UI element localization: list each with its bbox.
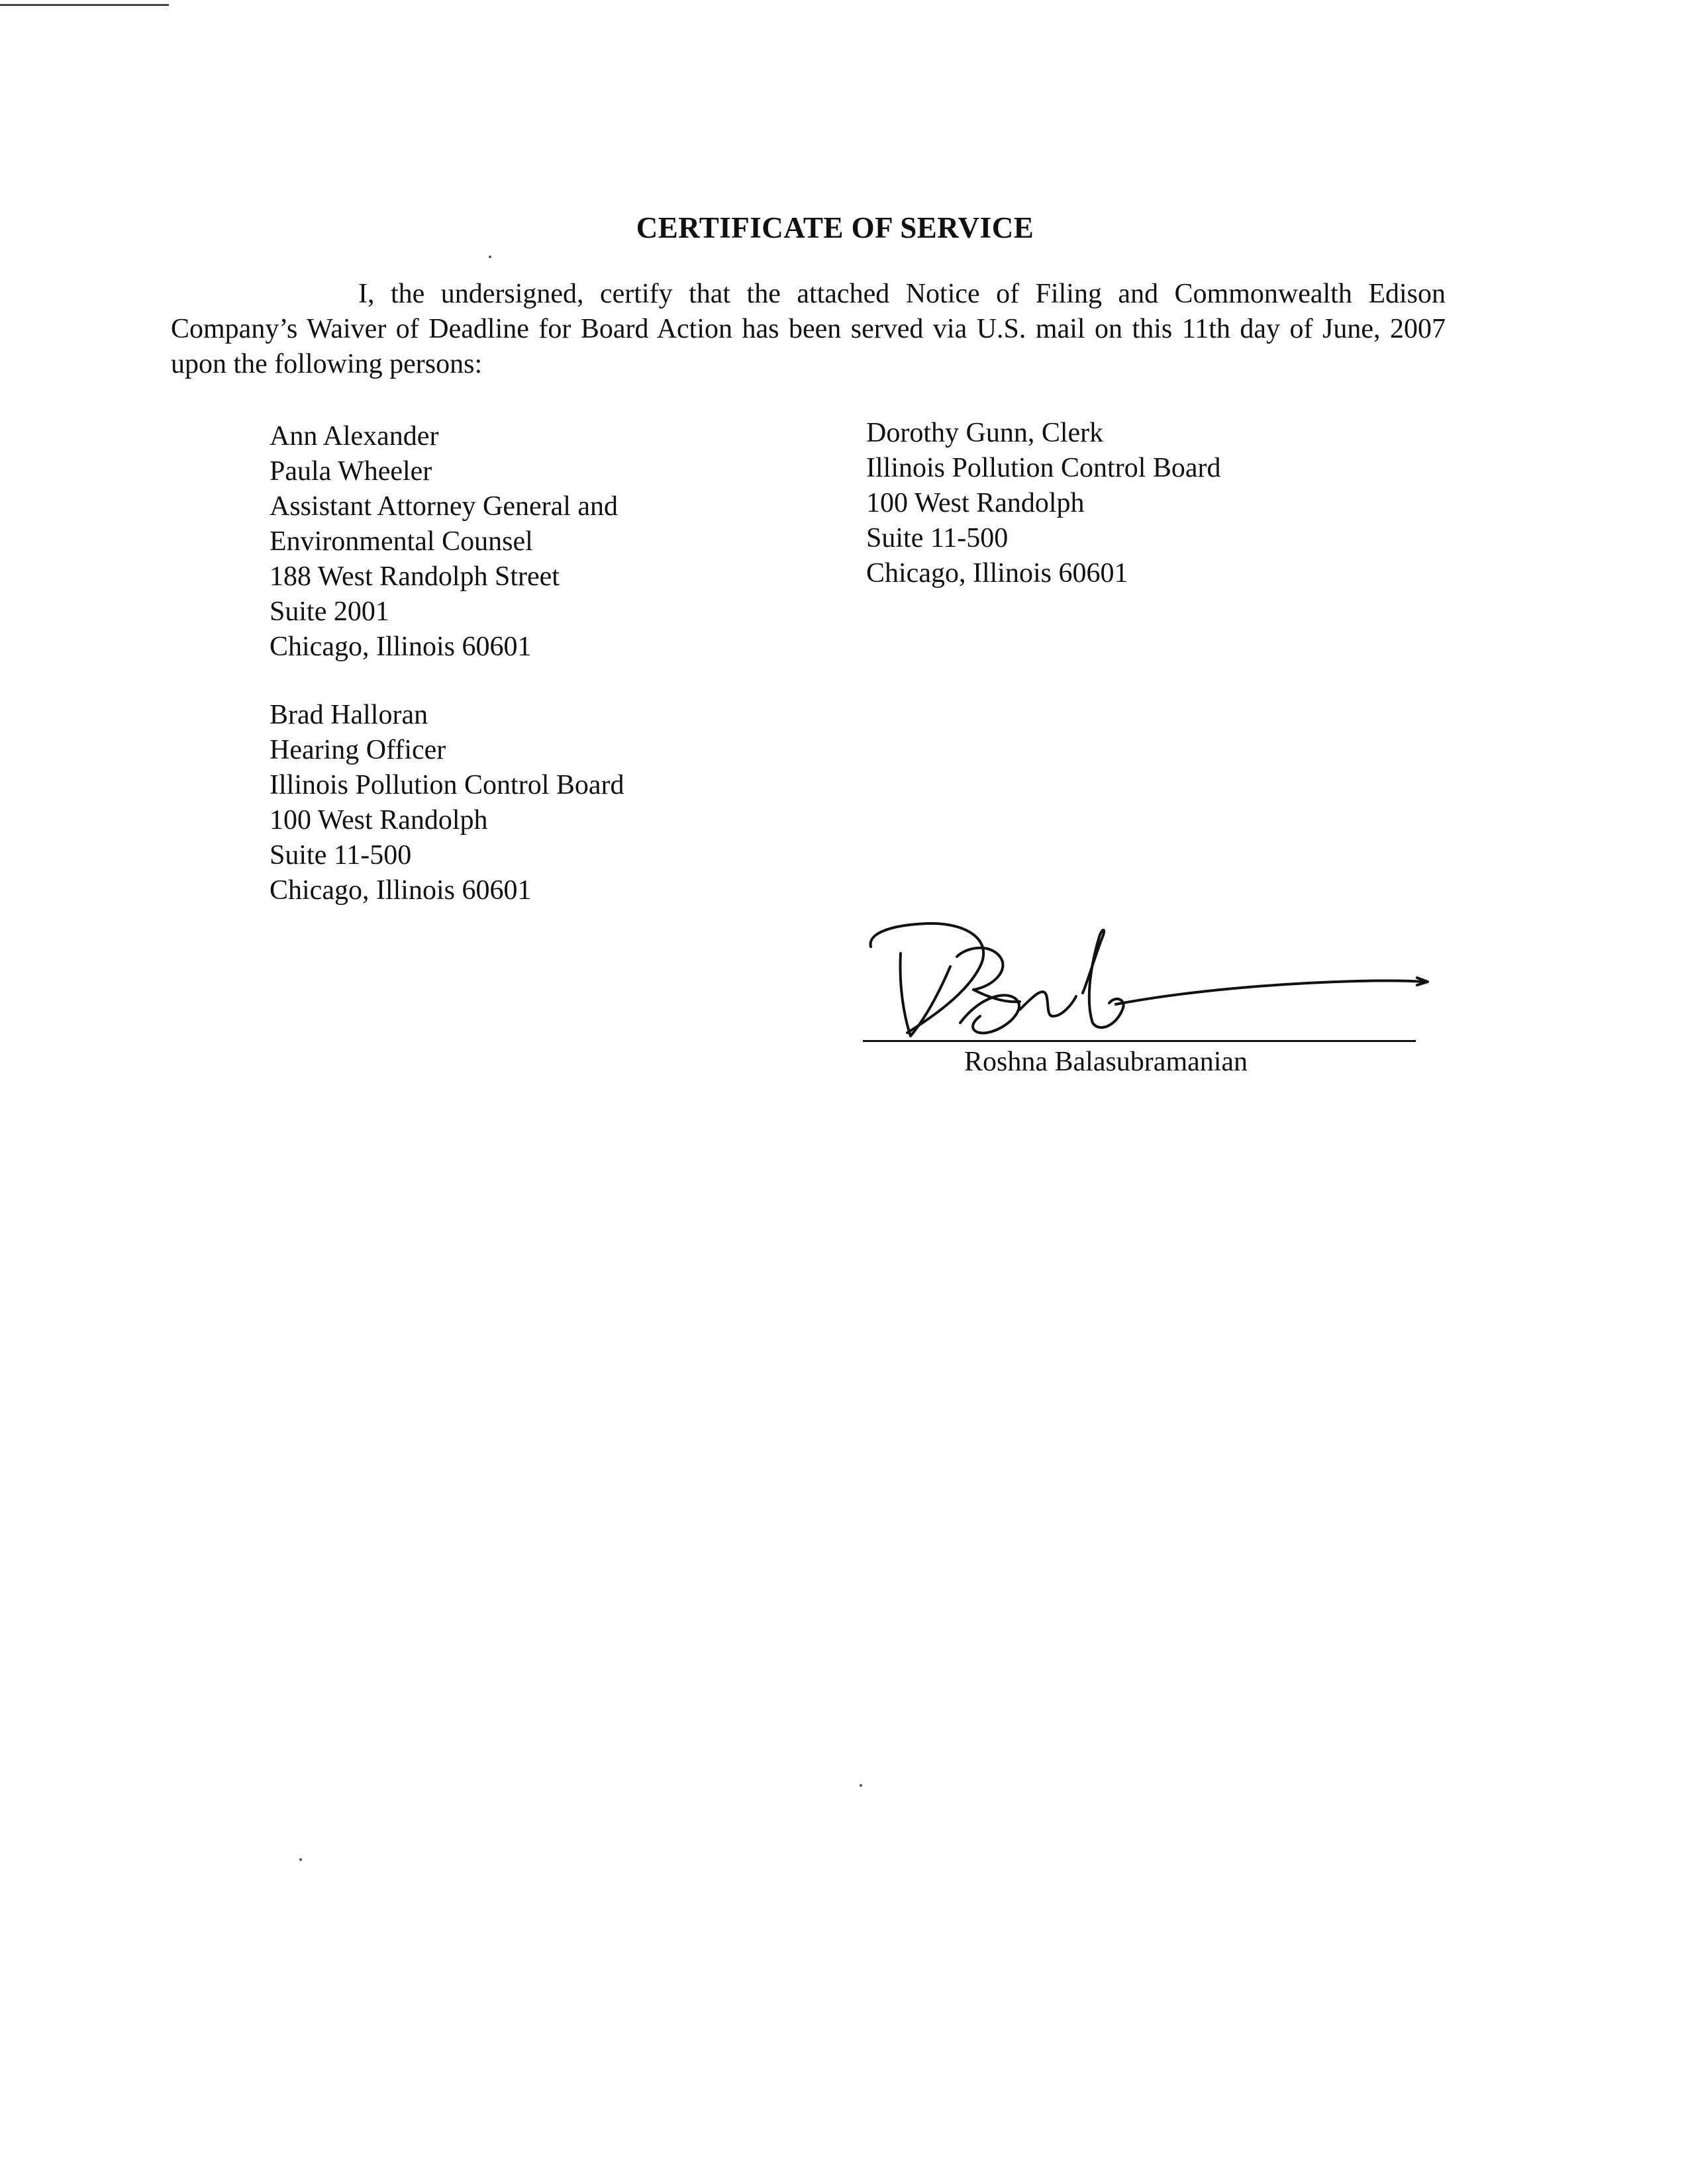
signature-line bbox=[863, 1040, 1416, 1042]
recipient-address-block bbox=[270, 698, 624, 908]
recipient-title: Environmental Counsel bbox=[270, 526, 533, 557]
recipient-name: Brad Halloran bbox=[270, 700, 428, 730]
recipient-street: 100 West Randolph bbox=[866, 488, 1085, 518]
recipient-city: Chicago, Illinois 60601 bbox=[270, 875, 532, 906]
recipient-name: Dorothy Gunn, Clerk bbox=[866, 418, 1104, 448]
recipient-suite: Suite 11-500 bbox=[270, 840, 412, 871]
scan-speck bbox=[299, 1858, 302, 1861]
document-title-text: CERTIFICATE OF SERVICE bbox=[636, 211, 1034, 244]
recipient-organization: Illinois Pollution Control Board bbox=[866, 453, 1221, 483]
scan-speck bbox=[489, 256, 491, 258]
recipient-organization: Illinois Pollution Control Board bbox=[270, 770, 624, 800]
recipient-city: Chicago, Illinois 60601 bbox=[866, 558, 1128, 589]
certification-paragraph: I, the undersigned, certify that the attached Notice of Filing and Commonwealth Edison Company’s Waiver of Deadline for Board Action has been served via U.S. mail on this 11th day of June, 2007 upon the following persons: bbox=[171, 279, 1446, 379]
recipient-street: 188 West Randolph Street bbox=[270, 561, 560, 592]
recipient-title: Hearing Officer bbox=[270, 735, 446, 765]
scan-edge-rule bbox=[0, 4, 169, 6]
recipient-address-block bbox=[866, 416, 1221, 591]
handwritten-signature bbox=[854, 917, 1483, 1056]
recipient-city: Chicago, Illinois 60601 bbox=[270, 632, 532, 662]
recipient-suite: Suite 11-500 bbox=[866, 523, 1009, 553]
recipient-street: 100 West Randolph bbox=[270, 805, 488, 835]
recipient-title: Assistant Attorney General and bbox=[270, 491, 618, 522]
recipient-name: Ann Alexander bbox=[270, 421, 439, 451]
recipient-name: Paula Wheeler bbox=[270, 456, 432, 487]
signer-name: Roshna Balasubramanian bbox=[964, 1047, 1248, 1077]
document-title bbox=[0, 211, 1682, 245]
recipient-suite: Suite 2001 bbox=[270, 596, 389, 627]
scan-speck bbox=[860, 1784, 862, 1787]
recipient-address-block bbox=[270, 419, 618, 665]
